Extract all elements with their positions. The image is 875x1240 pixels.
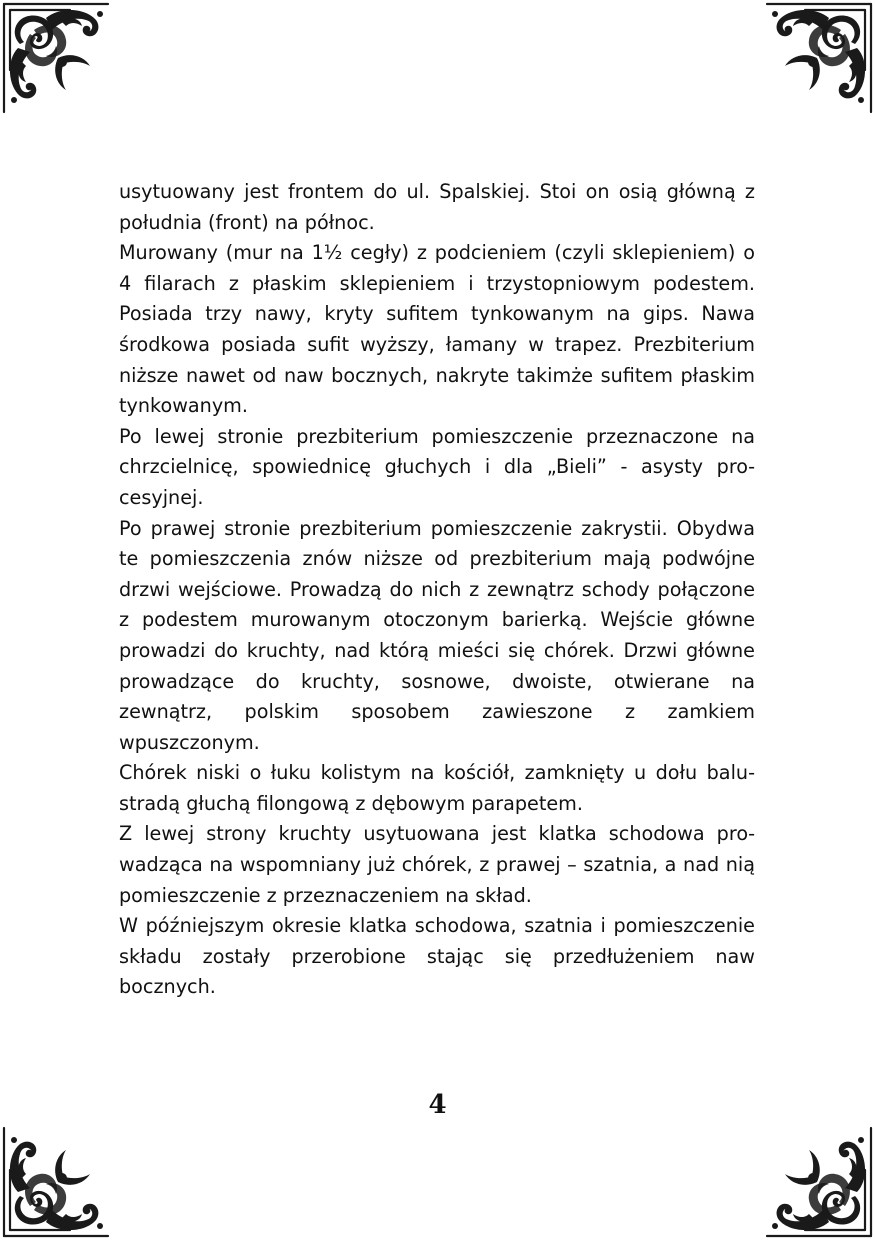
paragraph: Po lewej stronie prezbiterium pomieszczenie przeznaczone na chrzcielnicę, spowiednicę głuchych i dla „Bieli” - asysty procesyjnej.: [119, 424, 755, 509]
corner-ornament-top-right-icon: [763, 0, 875, 118]
corner-ornament-top-left-icon: [0, 0, 112, 118]
corner-ornament-bottom-right-icon: [763, 1122, 875, 1240]
body-text: [119, 177, 755, 1003]
page-number: 4: [428, 1090, 447, 1120]
paragraph: usytuowany jest frontem do ul. Spalskiej. Stoi on osią główną z południa (front) na północ.: [119, 180, 755, 234]
paragraph: Po prawej stronie prezbiterium pomieszczenie zakrystii. Obydwa te pomieszczenia znów niższe od prezbiterium mają podwójne drzwi wejściowe. Prowadzą do nich z zewnątrz schody połączone z podestem murowanym otoczonym barierką. Wejście główne prowadzi do kruchty, nad którą mieści się chórek. Drzwi główne prowadzące do kruchty, sosnowe, dwoiste, otwierane na zewnątrz, polskim sposobem zawieszone z zamkiem wpuszczonym.: [119, 516, 755, 754]
paragraph: W późniejszym okresie klatka schodowa, szatnia i pomieszczenie składu zostały przerobione stając się przedłużeniem naw bocznych.: [119, 914, 755, 999]
paragraph: Z lewej strony kruchty usytuowana jest klatka schodowa prowadząca na wspomniany już chórek, z prawej – szatnia, a nad nią pomieszczenie z przeznaczeniem na skład.: [119, 822, 755, 907]
paragraph: Murowany (mur na 1½ cegły) z podcieniem (czyli sklepieniem) o 4 filarach z płaskim sklepieniem i trzystopniowym podestem. Posiada trzy nawy, kryty sufitem tynkowanym na gips. Nawa środkowa posiada sufit wyższy, łamany w trapez. Prezbiterium niższe nawet od naw bocznych, nakryte takimże sufitem płaskim tynkowanym.: [119, 241, 755, 418]
corner-ornament-bottom-left-icon: [0, 1122, 112, 1240]
paragraph: Chórek niski o łuku kolistym na kościół, zamknięty u dołu balustradą głuchą filongową z dębowym parapetem.: [119, 761, 755, 815]
